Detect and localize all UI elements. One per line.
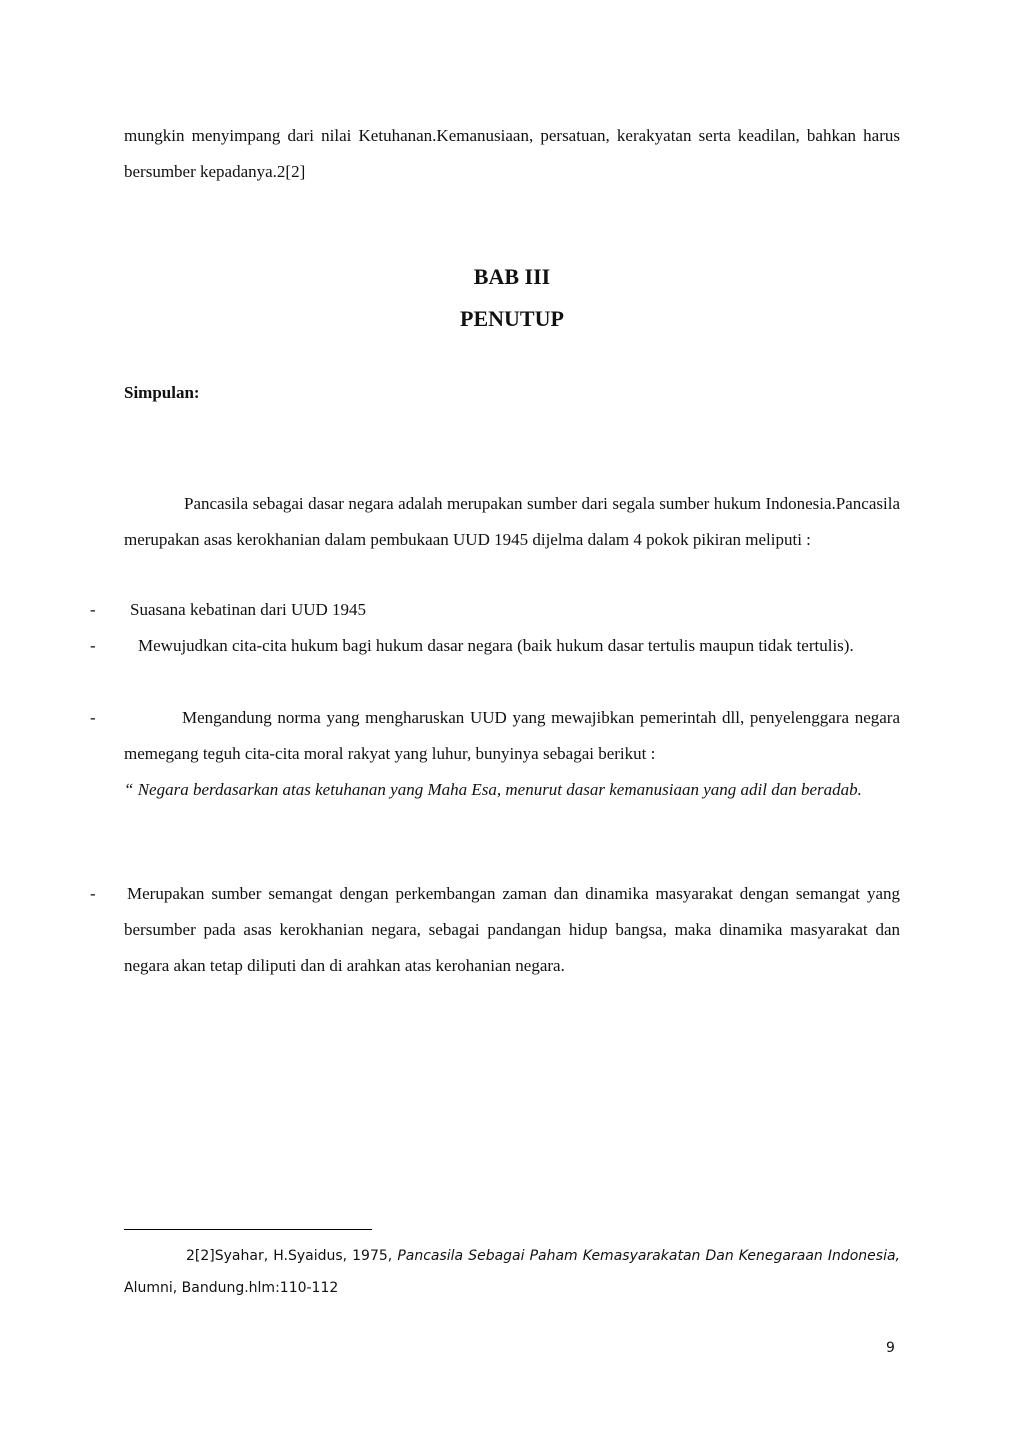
footnote-separator <box>124 1229 372 1230</box>
intro-paragraph: Pancasila sebagai dasar negara adalah merupakan sumber dari segala sumber hukum Indonesia.Pancasila merupakan asas kerokhanian dalam pembukaan UUD 1945 dijelma dalam 4 pokok pikiran meliputi : <box>124 494 900 549</box>
list-item <box>124 700 900 808</box>
continuation-paragraph: mungkin menyimpang dari nilai Ketuhanan.Kemanusiaan, persatuan, kerakyatan serta keadilan, bahkan harus bersumber kepadanya.2[2] <box>124 126 900 181</box>
list-item: Merupakan sumber semangat dengan perkembangan zaman dan dinamika masyarakat dengan semangat yang bersumber pada asas kerokhanian negara, sebagai pandangan hidup bangsa, maka dinamika masyarakat dan negara akan tetap diliputi dan di arahkan atas kerohanian negara. <box>124 884 900 975</box>
list-item: Suasana kebatinan dari UUD 1945 <box>130 600 367 619</box>
list-marker: - <box>90 636 96 655</box>
footnote <box>124 1240 900 1304</box>
italic-quote: “ Negara berdasarkan atas ketuhanan yang Maha Esa, menurut dasar kemanusiaan yang adil dan beradab. <box>124 780 862 799</box>
chapter-title: PENUTUP <box>460 306 564 331</box>
chapter-number: BAB III <box>473 264 551 289</box>
section-subheading: Simpulan: <box>124 383 200 402</box>
list-item-text: Mengandung norma yang mengharuskan UUD yang mewajibkan pemerintah dll, penyelenggara negara memegang teguh cita-cita moral rakyat yang luhur, bunyinya sebagai berikut : <box>124 708 900 763</box>
list-marker: - <box>90 600 96 619</box>
page-number: 9 <box>886 1340 895 1356</box>
list-item: Mewujudkan cita-cita hukum bagi hukum dasar negara (baik hukum dasar tertulis maupun tidak tertulis). <box>138 636 854 655</box>
list-marker: - <box>90 708 96 727</box>
footnote-book-title: Pancasila Sebagai Paham Kemasyarakatan Dan Kenegaraan Indonesia, <box>397 1248 900 1264</box>
list-marker: - <box>90 884 96 903</box>
footnote-reference: 2[2]Syahar, H.Syaidus, 1975, <box>186 1248 393 1264</box>
footnote-publisher: Alumni, Bandung.hlm:110-112 <box>124 1280 339 1296</box>
